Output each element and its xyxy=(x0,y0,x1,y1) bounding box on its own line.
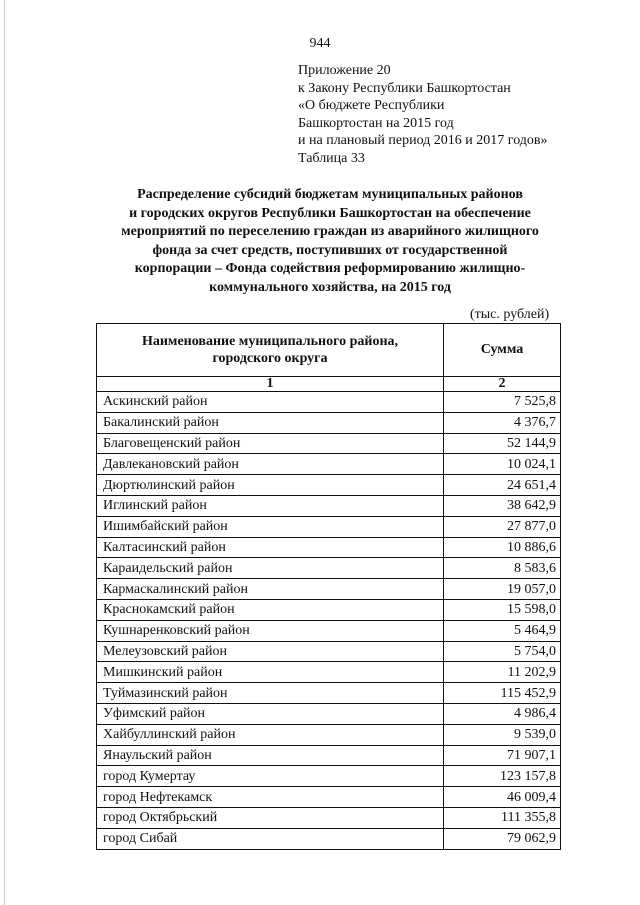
row-sum: 8 583,6 xyxy=(444,558,561,579)
table-row xyxy=(97,433,561,454)
row-name: Благовещенский район xyxy=(97,433,444,454)
row-name: Аскинский район xyxy=(97,392,444,413)
row-name: Кушнаренковский район xyxy=(97,620,444,641)
table-row xyxy=(97,599,561,620)
row-name: Туймазинский район xyxy=(97,683,444,704)
row-name: Кармаскалинский район xyxy=(97,579,444,600)
row-name: Уфимский район xyxy=(97,703,444,724)
row-sum: 24 651,4 xyxy=(444,475,561,496)
header-name xyxy=(97,324,444,377)
row-sum: 10 886,6 xyxy=(444,537,561,558)
table-row xyxy=(97,495,561,516)
document-title xyxy=(96,186,564,297)
table-row xyxy=(97,662,561,683)
row-sum: 71 907,1 xyxy=(444,745,561,766)
row-sum: 15 598,0 xyxy=(444,599,561,620)
column-index-1: 1 xyxy=(97,377,444,392)
title-line: коммунального хозяйства, на 2015 год xyxy=(209,279,451,295)
table-body xyxy=(97,392,561,850)
row-sum: 115 452,9 xyxy=(444,683,561,704)
row-sum: 11 202,9 xyxy=(444,662,561,683)
table-row xyxy=(97,620,561,641)
row-sum: 123 157,8 xyxy=(444,766,561,787)
row-name: Хайбуллинский район xyxy=(97,724,444,745)
table-row xyxy=(97,828,561,849)
row-sum: 4 376,7 xyxy=(444,412,561,433)
row-sum: 4 986,4 xyxy=(444,703,561,724)
appendix-line: и на плановый период 2016 и 2017 годов» xyxy=(298,133,548,148)
table-row xyxy=(97,641,561,662)
title-line: Распределение субсидий бюджетам муниципальных районов xyxy=(137,187,523,202)
units-label: (тыс. рублей) xyxy=(470,307,550,322)
row-name: Давлекановский район xyxy=(97,454,444,475)
subsidy-table xyxy=(96,323,561,850)
row-name: Иглинский район xyxy=(97,495,444,516)
row-name: Бакалинский район xyxy=(97,412,444,433)
row-name: Ишимбайский район xyxy=(97,516,444,537)
row-name: Караидельский район xyxy=(97,558,444,579)
row-name: Мелеузовский район xyxy=(97,641,444,662)
table-row xyxy=(97,683,561,704)
table-row xyxy=(97,392,561,413)
row-sum: 46 009,4 xyxy=(444,787,561,808)
table-row xyxy=(97,454,561,475)
appendix-line: Таблица 33 xyxy=(298,150,365,166)
page-edge-line xyxy=(4,0,5,905)
title-line: мероприятий по переселению граждан из аварийного жилищного xyxy=(121,224,539,239)
header-name-line: Наименование муниципального района, xyxy=(141,334,399,349)
row-sum: 9 539,0 xyxy=(444,724,561,745)
row-sum: 19 057,0 xyxy=(444,579,561,600)
table-row xyxy=(97,745,561,766)
row-sum: 111 355,8 xyxy=(444,807,561,828)
row-name: город Сибай xyxy=(97,828,444,849)
title-line: фонда за счет средств, поступивших от государственной xyxy=(152,242,508,258)
row-sum: 52 144,9 xyxy=(444,433,561,454)
row-sum: 5 754,0 xyxy=(444,641,561,662)
appendix-line: «О бюджете Республики xyxy=(298,98,445,113)
table-row xyxy=(97,475,561,496)
table-row xyxy=(97,516,561,537)
appendix-line: Приложение 20 xyxy=(298,63,391,78)
table-row xyxy=(97,807,561,828)
row-name: Мишкинский район xyxy=(97,662,444,683)
row-name: Калтасинский район xyxy=(97,537,444,558)
row-sum: 7 525,8 xyxy=(444,392,561,413)
table-row xyxy=(97,579,561,600)
row-name: город Кумертау xyxy=(97,766,444,787)
row-sum: 38 642,9 xyxy=(444,495,561,516)
table-row xyxy=(97,412,561,433)
table-row xyxy=(97,703,561,724)
table-row xyxy=(97,558,561,579)
row-sum: 5 464,9 xyxy=(444,620,561,641)
row-name: Янаульский район xyxy=(97,745,444,766)
table-row xyxy=(97,787,561,808)
table-row xyxy=(97,766,561,787)
appendix-line: к Закону Республики Башкортостан xyxy=(298,80,511,96)
header-name-line: городского округа xyxy=(212,351,328,366)
table-row xyxy=(97,537,561,558)
row-sum: 27 877,0 xyxy=(444,516,561,537)
appendix-line: Башкортостан на 2015 год xyxy=(298,115,454,131)
title-line: и городских округов Республики Башкортостан на обеспечение xyxy=(129,205,531,221)
appendix-block xyxy=(298,62,628,167)
row-name: город Нефтекамск xyxy=(97,787,444,808)
page-number: 944 xyxy=(309,36,331,51)
table-row xyxy=(97,724,561,745)
row-name: Краснокамский район xyxy=(97,599,444,620)
column-index-2: 2 xyxy=(444,377,561,392)
header-sum: Сумма xyxy=(444,324,561,377)
title-line: корпорации – Фонда содействия реформированию жилищно- xyxy=(134,261,526,276)
row-name: город Октябрьский xyxy=(97,807,444,828)
row-sum: 79 062,9 xyxy=(444,828,561,849)
row-name: Дюртюлинский район xyxy=(97,475,444,496)
row-sum: 10 024,1 xyxy=(444,454,561,475)
